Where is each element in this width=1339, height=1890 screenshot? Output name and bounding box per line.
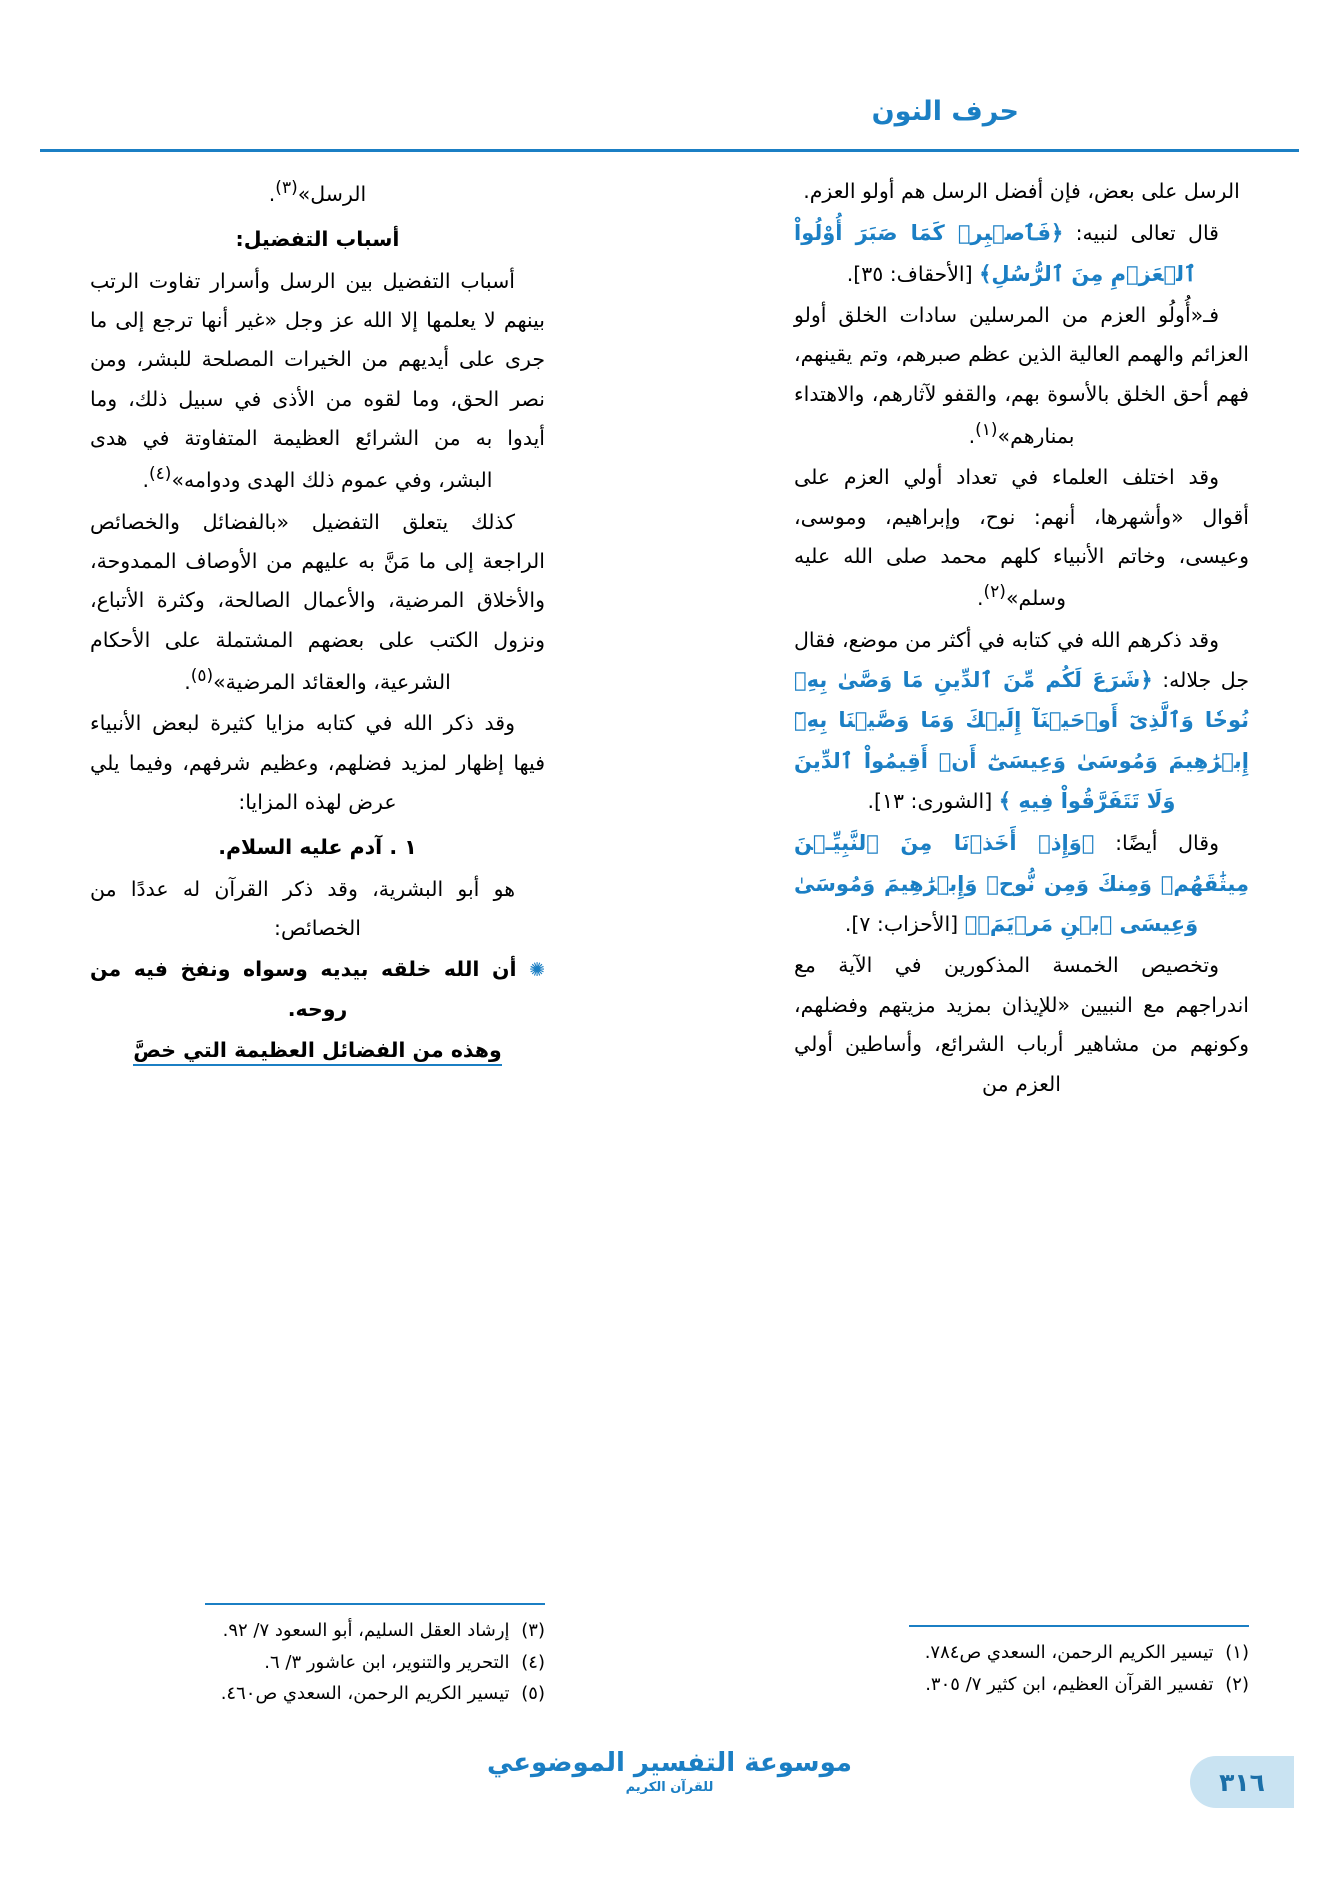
paragraph-text: وقال أيضًا: [1115, 831, 1219, 856]
paragraph-text: قال تعالى لنبيه: [1075, 221, 1219, 246]
paragraph-tail: . [976, 586, 984, 611]
footnotes-left [90, 1603, 545, 1710]
footnote-text: إرشاد العقل السليم، أبو السعود ٧/ ٩٢. [222, 1620, 510, 1641]
paragraph [90, 704, 545, 822]
paragraph [90, 172, 545, 214]
footnote-marker: (١) [975, 420, 998, 441]
footnote-text: تيسير الكريم الرحمن، السعدي ص٤٦٠. [220, 1683, 510, 1704]
footnote-number: (٢) [1225, 1673, 1249, 1695]
paragraph-tail: . [142, 468, 150, 493]
body-columns [0, 172, 1339, 1632]
footnote-text: تيسير الكريم الرحمن، السعدي ص٧٨٤. [924, 1642, 1214, 1663]
paragraph-tail: . [184, 669, 191, 694]
paragraph-text: الرسل» [297, 181, 367, 206]
page-footer [0, 1748, 1339, 1828]
footnotes-right [794, 1625, 1249, 1700]
paragraph-text: هو أبو البشرية، وقد ذكر القرآن له عددًا من الخصائص: [90, 876, 515, 940]
paragraph [90, 870, 545, 949]
section-heading: ١ . آدم عليه السلام. [218, 835, 417, 860]
footnote-divider [909, 1625, 1249, 1627]
column-right [794, 172, 1249, 1106]
publisher-logo [487, 1748, 852, 1795]
verse-source: [الشورى: ١٣]. [867, 789, 993, 814]
verse-source: [الأحقاف: ٣٥]. [846, 261, 973, 286]
footnote-number: (٥) [521, 1683, 545, 1704]
paragraph [90, 1031, 545, 1070]
quran-verse: ﴿شَرَعَ لَكُم مِّنَ ٱلدِّينِ مَا وَصَّىٰ بِهِۦ نُوحٗا وَٱلَّذِىٓ أَوۡحَيۡنَآ إِلَيۡكَ وَمَا وَصَّيۡنَا بِهِۦٓ إِبۡرَٰهِيمَ وَمُوسَىٰ وَعِيسَىٰٓ أَنۡ أَقِيمُواْ ٱلدِّينَ وَلَا تَتَفَرَّقُواْ فِيهِ ﴾ [794, 667, 1249, 814]
paragraph [794, 621, 1249, 822]
paragraph-text: وقد ذكر الله في كتابه مزايا كثيرة لبعض الأنبياء فيها إظهار لمزيد فضلهم، وعظيم شرفهم، وفيما يلي عرض لهذه المزايا: [90, 711, 545, 814]
footnote-text: تفسير القرآن العظيم، ابن كثير ٧/ ٣٠٥. [925, 1673, 1214, 1695]
paragraph-text: وقد اختلف العلماء في تعداد أولي العزم على أقوال «وأشهرها، أنهم: نوح، وإبراهيم، وموسى، وعيسى، وخاتم الأنبياء كلهم محمد صلى الله عليه وسلم» [794, 465, 1249, 611]
page-header [40, 96, 1299, 156]
paragraph-text: كذلك يتعلق التفضيل «بالفضائل والخصائص الراجعة إلى ما مَنَّ به عليهم من الأوصاف الممدوحة، والأخلاق المرضية، والأعمال الصالحة، وكثرة الأتباع، ونزول الكتب على بعضهم المشتملة على الأحكام الشرعية، والعقائد المرضية» [90, 509, 545, 694]
paragraph-text: وتخصيص الخمسة المذكورين في الآية مع اندراجهم مع النبيين «للإيذان بمزيد مزيتهم وفضلهم، وكونهم من مشاهير أرباب الشرائع، وأساطين أولي العزم من [794, 953, 1249, 1096]
footnote-divider [205, 1603, 545, 1605]
verse-source: [الأحزاب: ٧]. [844, 912, 959, 937]
quran-verse: ﴿فَٱصۡبِرۡ كَمَا صَبَرَ أُوْلُواْ ٱلۡعَزۡمِ مِنَ ٱلرُّسُلِ﴾ [794, 221, 1197, 286]
page-title: حرف النون [871, 96, 1019, 127]
quran-verse: ﴿وَإِذۡ أَخَذۡنَا مِنَ ٱلنَّبِيِّـۧنَ مِيثَٰقَهُمۡ وَمِنكَ وَمِن نُّوحٖ وَإِبۡرَٰهِيمَ وَمُوسَىٰ وَعِيسَى ٱبۡنِ مَرۡيَمَۖ﴾ [794, 831, 1249, 937]
footnote-marker: (٣) [275, 178, 298, 198]
column-left [90, 172, 545, 1072]
footnote-number: (١) [1225, 1642, 1249, 1663]
star-bullet-icon: ✺ [529, 959, 545, 982]
page-number-badge: ٣١٦ [1190, 1756, 1294, 1808]
paragraph [90, 262, 545, 501]
paragraph [794, 458, 1249, 618]
paragraph [794, 213, 1249, 294]
footnote-entry [90, 1678, 545, 1710]
logo-subtitle: للقرآن الكريم [625, 1780, 714, 1795]
paragraph [794, 823, 1249, 944]
paragraph-text: الرسل على بعض، فإن أفضل الرسل هم أولو العزم. [803, 179, 1240, 203]
paragraph-tail: . [268, 181, 276, 206]
paragraph-text: وقد ذكرهم الله في كتابه في أكثر من موضع، فقال جل جلاله: [794, 627, 1249, 692]
paragraph [794, 946, 1249, 1103]
bullet-text: أن الله خلقه بيديه وسواه ونفخ فيه من روحه. [90, 957, 517, 1021]
footnote-marker: (٤) [149, 464, 172, 485]
paragraph-text: وهذه من الفضائل العظيمة التي خصَّ [133, 1038, 501, 1066]
paragraph [794, 296, 1249, 456]
bullet-item [90, 950, 545, 1029]
section-heading: أسباب التفضيل: [235, 227, 400, 252]
paragraph-text: فـ«أُولُو العزم من المرسلين سادات الخلق أولو العزائم والهمم العالية الذين عظم صبرهم، وتم يقينهم، فهم أحق الخلق بالأسوة بهم، والقفو لآثارهم، والاهتداء بمنارهم» [794, 303, 1249, 448]
paragraph-tail: . [968, 423, 976, 448]
footnote-number: (٣) [521, 1620, 545, 1641]
footnote-number: (٤) [521, 1651, 545, 1673]
footnote-text: التحرير والتنوير، ابن عاشور ٣/ ٦. [264, 1651, 510, 1673]
paragraph-text: أسباب التفضيل بين الرسل وأسرار تفاوت الرتب بينهم لا يعلمها إلا الله عز وجل «غير أنها ترجع إلى ما جرى على أيديهم من الخيرات المصلحة للبشر، ومن نصر الحق، وما لقوه من الأذى في سبيل ذلك، وما أيدوا به من الشرائع العظيمة المتفاوتة في هدى البشر، وفي عموم ذلك الهدى ودوامه» [90, 268, 545, 493]
footnote-entry [794, 1669, 1249, 1701]
footnote-entry [90, 1647, 545, 1679]
footnote-marker: (٢) [983, 582, 1006, 603]
footnote-entry [90, 1615, 545, 1647]
footnote-marker: (٥) [190, 665, 214, 686]
header-divider [40, 149, 1299, 152]
footnote-entry [794, 1637, 1249, 1669]
paragraph [794, 172, 1249, 211]
logo-title: موسوعة التفسير الموضوعي [486, 1748, 853, 1778]
paragraph [90, 503, 545, 703]
